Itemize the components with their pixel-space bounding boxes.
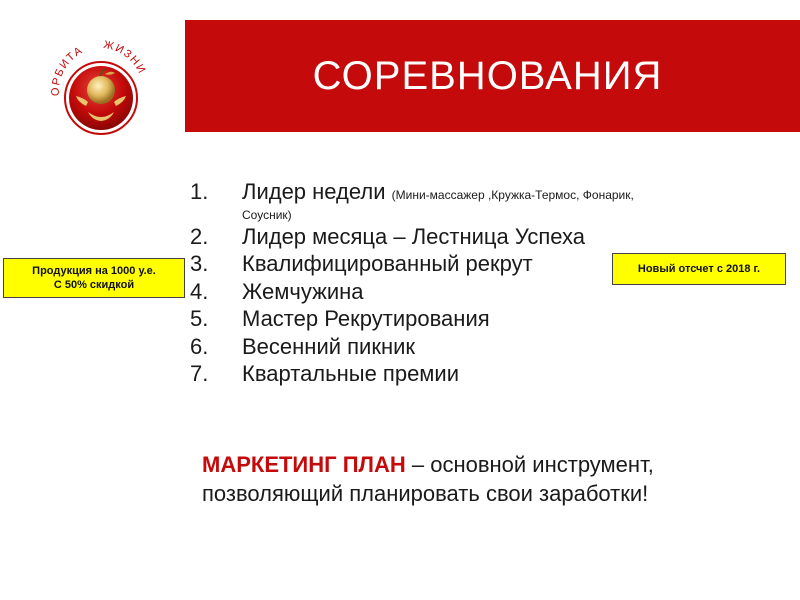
- list-item: [190, 178, 750, 223]
- list-item-text: Квартальные премии: [242, 361, 460, 386]
- page-title: СОРЕВНОВАНИЯ: [312, 53, 663, 98]
- list-number: 1.: [190, 179, 209, 204]
- list-item-text: Мастер Рекрутирования: [242, 306, 490, 331]
- marketing-plan-statement: [202, 450, 742, 508]
- list-item-text: Лидер месяца – Лестница Успеха: [242, 223, 586, 249]
- list-item-detail-cont: Соусник): [242, 207, 292, 222]
- list-item: [190, 223, 750, 251]
- discount-callout-line1: Продукция на 1000 у.е.: [32, 265, 156, 277]
- new-count-callout: [612, 253, 786, 285]
- list-item: [190, 305, 750, 333]
- new-count-callout-text: Новый отсчет с 2018 г.: [637, 263, 761, 275]
- list-number: 7.: [190, 361, 209, 386]
- orbita-zhizni-logo: [42, 30, 160, 148]
- marketing-plan-heading: МАРКЕТИНГ ПЛАН: [202, 452, 406, 477]
- list-number: 3.: [190, 251, 209, 276]
- discount-callout: [3, 258, 185, 298]
- list-item-text: Лидер недели: [242, 179, 386, 204]
- golden-apple-icon: [87, 76, 115, 104]
- logo-text-orbita: ОРБИТА: [49, 44, 86, 97]
- discount-callout-line2: С 50% скидкой: [53, 279, 135, 291]
- list-item-detail: (Мини-массажер ,Кружка-Термос, Фонарик,: [391, 188, 634, 202]
- list-number: 4.: [190, 278, 209, 304]
- marketing-plan-text: – основной инструмент, позволяющий планировать свои заработки!: [202, 452, 654, 506]
- list-item-text: Весенний пикник: [242, 333, 416, 359]
- logo-text-zhizni: ЖИЗНИ: [102, 38, 149, 77]
- title-banner: [185, 20, 800, 132]
- list-item: [190, 333, 750, 361]
- list-item: [190, 360, 750, 388]
- list-item-text: Жемчужина: [242, 278, 364, 304]
- list-number: 5.: [190, 306, 209, 331]
- list-item-text: Квалифицированный рекрут: [242, 251, 533, 276]
- list-number: 2.: [190, 223, 209, 249]
- list-number: 6.: [190, 333, 209, 359]
